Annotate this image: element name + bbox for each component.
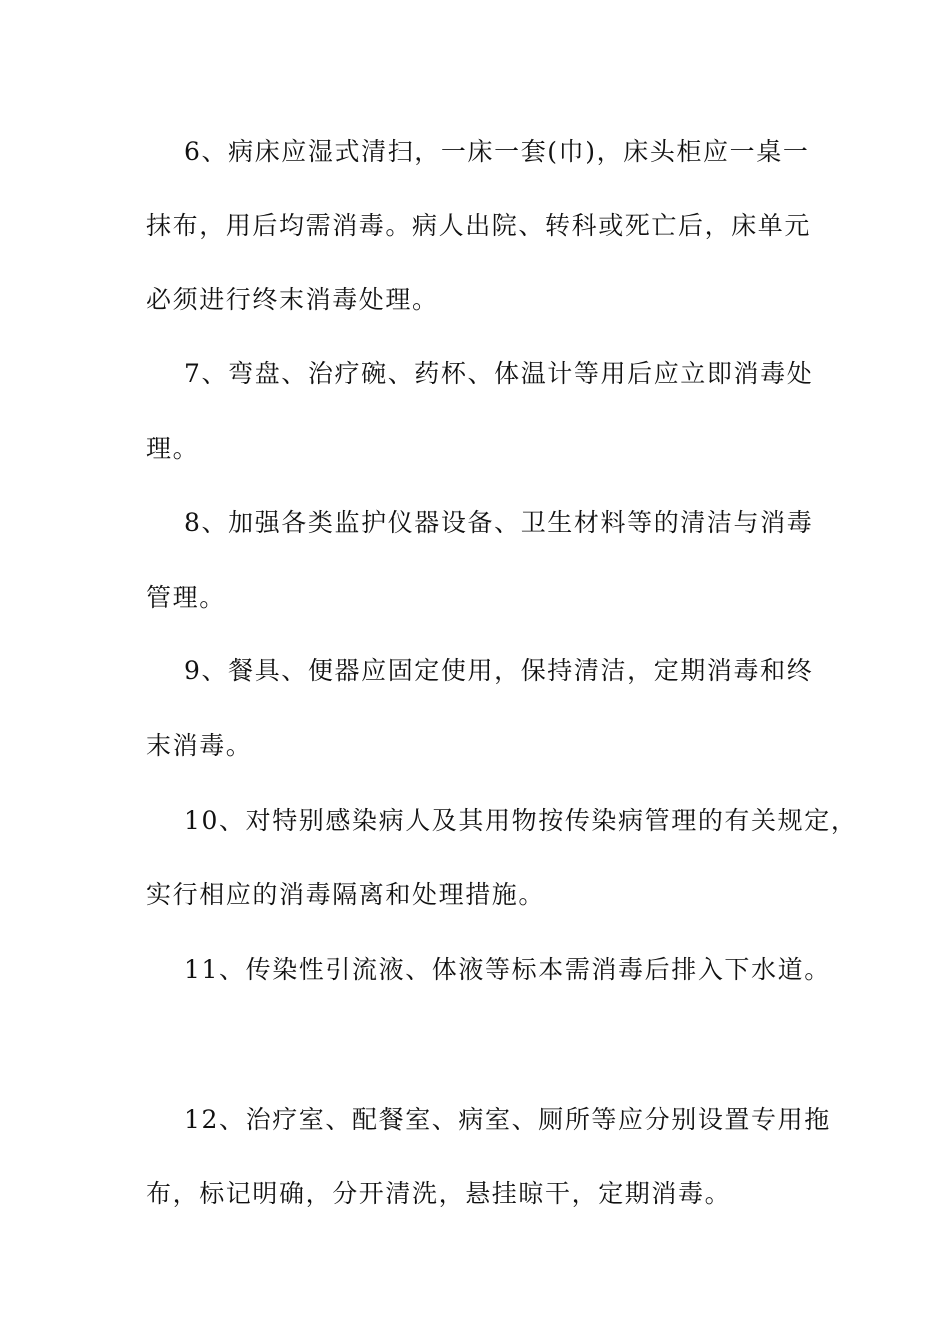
text-line: 7、弯盘、治疗碗、药杯、体温计等用后应立即消毒处	[184, 359, 814, 388]
text-line: 实行相应的消毒隔离和处理措施。	[146, 880, 546, 909]
text-line: 末消毒。	[146, 731, 253, 760]
text-line: 12、治疗室、配餐室、病室、厕所等应分别设置专用拖	[184, 1105, 831, 1134]
text-line: 抹布，用后均需消毒。病人出院、转科或死亡后，床单元	[146, 211, 812, 240]
text-line: 10、对特别感染病人及其用物按传染病管理的有关规定，	[184, 806, 858, 835]
text-line: 6、病床应湿式清扫，一床一套(巾)，床头柜应一桌一	[184, 137, 810, 166]
text-line: 理。	[146, 434, 200, 463]
text-line: 11、传染性引流液、体液等标本需消毒后排入下水道。	[184, 955, 831, 984]
text-line: 必须进行终末消毒处理。	[146, 285, 439, 314]
text-line: 管理。	[146, 583, 226, 612]
text-line: 9、餐具、便器应固定使用，保持清洁，定期消毒和终	[184, 656, 814, 685]
text-line: 8、加强各类监护仪器设备、卫生材料等的清洁与消毒	[184, 508, 814, 537]
text-line: 布，标记明确，分开清洗，悬挂晾干，定期消毒。	[146, 1179, 732, 1208]
